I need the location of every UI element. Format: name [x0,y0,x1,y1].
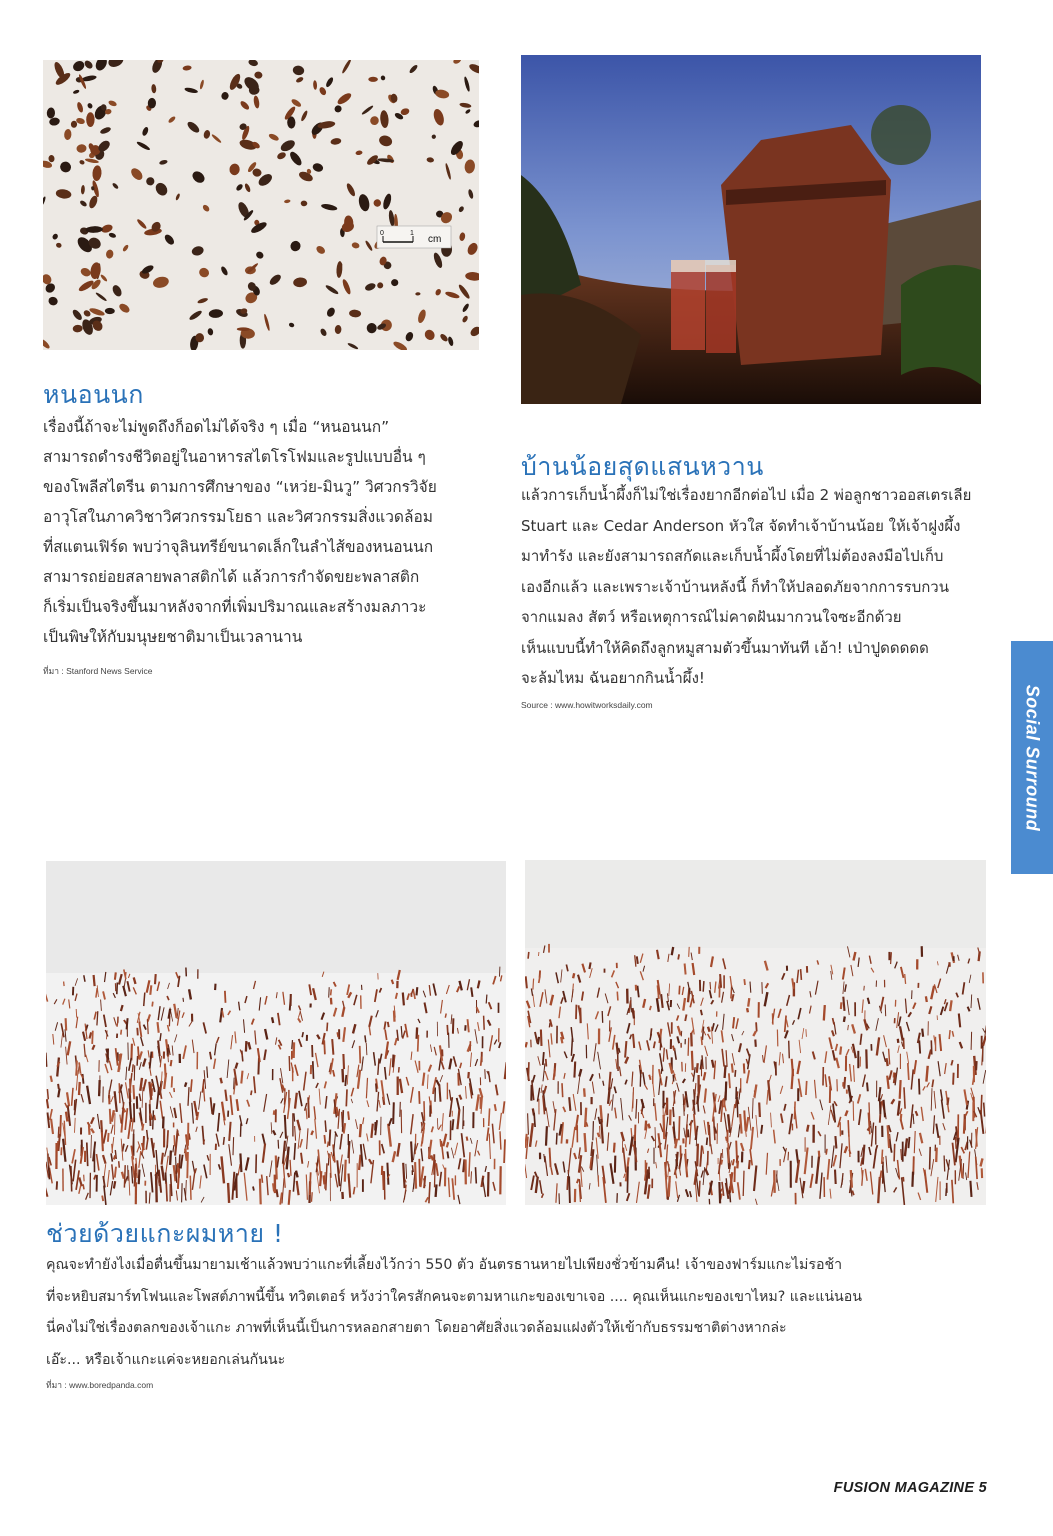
mealworm-photo [43,60,479,350]
sheep-line: คุณจะทำยังไงเมื่อตื่นขึ้นมายามเช้าแล้วพบว่าแกะที่เลี้ยงไว้กว่า 550 ตัว อันตรธานหายไปเพียงชั่วข้ามคืน! เจ้าของฟาร์มแกะไม่รอช้า [46,1257,843,1273]
sheep-body [46,1250,862,1376]
beehive-line: เห็นแบบนี้ทำให้คิดถึงลูกหมูสามตัวขึ้นมาทันที เอ้า! เป่าปูดดดดด [521,638,929,657]
worm-line: เป็นพิษให้กับมนุษยชาติมาเป็นเวลานาน [43,628,303,646]
page-footer: FUSION MAGAZINE 5 [833,1480,987,1496]
sheep-photo-left-art [46,861,506,1205]
scale-one-label: 1 [410,230,414,237]
sheep-photo-right-art [525,860,986,1205]
beehive-line: Stuart และ Cedar Anderson หัวใส จัดทำเจ้าบ้านน้อย ให้เจ้าฝูงผึ้ง [521,516,961,535]
sheep-headline: ช่วยด้วยแกะผมหาย ! [46,1219,284,1248]
sheep-line: ที่จะหยิบสมาร์ทโฟนและโพสต์ภาพนี้ขึ้น ทวิตเตอร์ หวังว่าใครสักคนจะตามหาแกะของเขาเจอ .... คุณเห็นแกะของเขาไหม? และแน่นอน [46,1288,862,1305]
beehive-headline: บ้านน้อยสุดแสนหวาน [521,452,764,481]
worm-headline: หนอนนก [43,380,144,409]
worm-line: สามารถย่อยสลายพลาสติกได้ แล้วการกำจัดขยะพลาสติก [43,568,420,586]
worm-line: เรื่องนี้ถ้าจะไม่พูดถึงก็อดไม่ได้จริง ๆ เมื่อ “หนอนนก” [43,418,390,436]
beehive-line: มาทำรัง และยังสามารถสกัดและเก็บน้ำผึ้งโดยที่ไม่ต้องลงมือไปเก็บ [521,547,944,565]
sheep-line: เอ๊ะ... หรือเจ้าแกะแค่จะหยอกเล่นกันนะ [46,1351,286,1368]
worm-line: ที่สแตนเฟิร์ด พบว่าจุลินทรีย์ขนาดเล็กในลำไส้ของหนอนนก [43,538,434,556]
scale-zero-label: 0 [380,230,384,237]
beehive-line: จะล้มไหม ฉันอยากกินน้ำผึ้ง! [521,669,705,687]
sheep-photo-right [525,860,986,1205]
sheep-line: นี่คงไม่ใช่เรื่องตลกของเจ้าแกะ ภาพที่เห็นนี้เป็นการหลอกสายตา โดยอาศัยสิ่งแวดล้อมแฝงตัวให้เข้ากับธรรมชาติต่างหากล่ะ [46,1320,787,1336]
worm-line: อาวุโสในภาควิชาวิศวกรรมโยธา และวิศวกรรมสิ่งแวดล้อม [43,508,434,526]
beehive-line: แล้วการเก็บน้ำผึ้งก็ไม่ใช่เรื่องยากอีกต่อไป เมื่อ 2 พ่อลูกชาวออสเตรเลีย [521,486,972,504]
section-tab-label: Social Surround [1022,684,1043,831]
scale-unit-label: cm [428,234,442,245]
worm-source: ที่มา : Stanford News Service [43,666,153,676]
worm-line: สามารถดำรงชีวิตอยู่ในอาหารสไตโรโฟมและรูปแบบอื่น ๆ [43,448,426,466]
mealworm-photo-art [43,60,479,350]
sheep-photo-left [46,861,506,1205]
beehive-line: เองอีกแล้ว และเพราะเจ้าบ้านหลังนี้ ก็ทำให้ปลอดภัยจากการรบกวน [521,577,949,596]
worm-line: ก็เริ่มเป็นจริงขึ้นมาหลังจากที่เพิ่มปริมาณและสร้างมลภาวะ [43,598,427,616]
beehive-line: จากแมลง สัตว์ หรือเหตุการณ์ไม่คาดฝันมากวนใจซะอีกด้วย [521,608,902,626]
beehive-source: Source : www.howitworksdaily.com [521,700,653,710]
worm-body [43,412,437,652]
beehive-photo [521,55,981,404]
worm-line: ของโพลีสไตรีน ตามการศึกษาของ “เหว่ย-มินวู” วิศวกรวิจัย [43,478,437,496]
beehive-photo-art [521,55,981,404]
beehive-body [521,480,971,694]
section-tab [1011,641,1053,874]
sheep-source: ที่มา : www.boredpanda.com [46,1380,154,1390]
